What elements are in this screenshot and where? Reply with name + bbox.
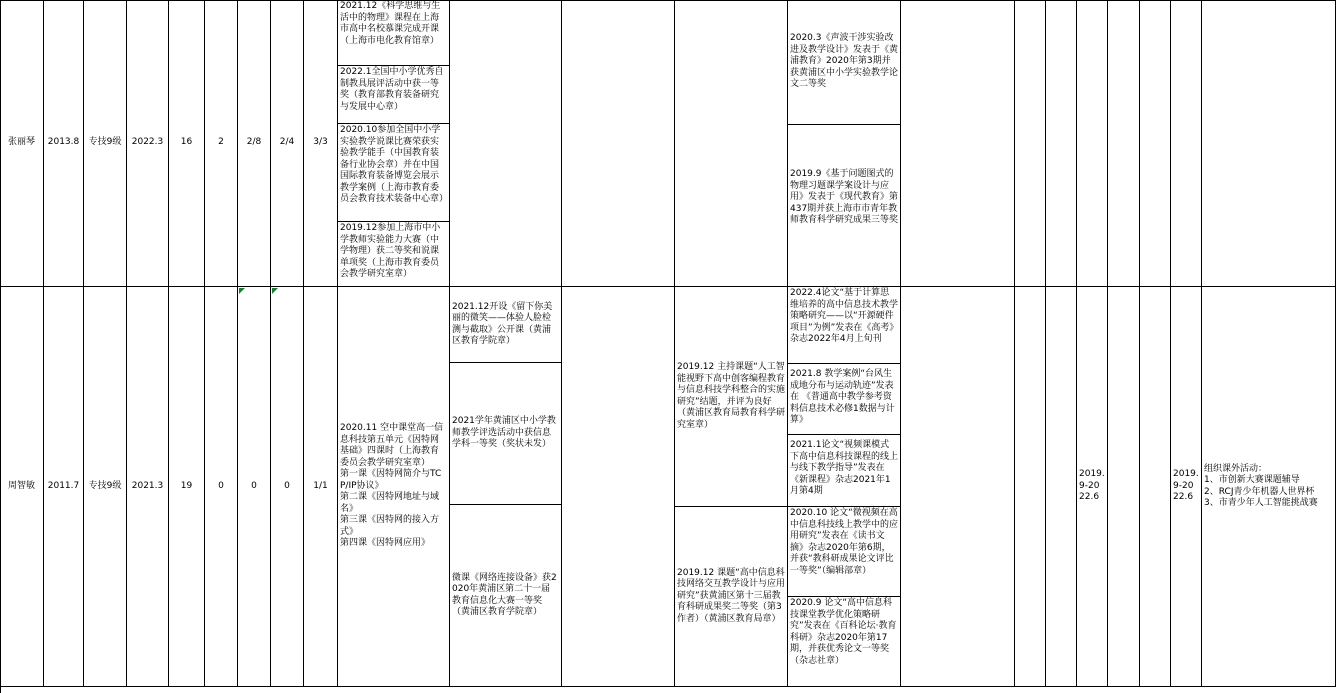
period-text: 2019.9-2022.6 xyxy=(1079,469,1105,503)
cell-empty[interactable] xyxy=(1077,0,1108,287)
cell-title[interactable]: 专技9级 xyxy=(84,0,127,287)
cell-achievement[interactable] xyxy=(338,222,450,287)
achievement-text: 2019.12参加上海市中小学教师实验能力大赛（中学物理）获二等奖和说课单项奖（上海市教育委员会教学研究室章） xyxy=(340,223,441,279)
cell-empty[interactable] xyxy=(562,287,675,687)
paper-text: 2022.4论文“基于计算思维培养的高中信息技术教学策略研究——以“开源硬件项目”为例”发表在《高考》杂志2022年4月上旬刊 xyxy=(790,288,899,344)
cell-paper[interactable] xyxy=(788,125,901,287)
achievement-text: 2021.12《科学思维与生活中的物理》课程在上海市高中名校慕课完成开课（上海市电化教育馆章） xyxy=(340,1,441,46)
cell-n3[interactable]: 0 xyxy=(238,287,271,687)
cell-paper[interactable] xyxy=(788,364,901,435)
open-class-text: 微课《网络连接设备》获2020年黄浦区第二十一届教育信息化大赛一等奖（黄浦区教育学院章） xyxy=(452,572,557,617)
cell-hire-date[interactable]: 2011.7 xyxy=(44,287,84,687)
cell-title[interactable]: 专技9级 xyxy=(84,287,127,687)
cell-n4[interactable]: 2/4 xyxy=(271,0,304,287)
paper-text: 2020.3《声波干涉实验改进及教学设计》发表于《黄浦教育》2020年第3期并获黄浦区中小学实验教学论文二等奖 xyxy=(790,33,899,89)
paper-text: 2020.10 论文“微视频在高中信息科技线上教学中的应用研究”发表在《读书文摘》杂志2020年第6期，并获“教科研成果论文评比一等奖”（编辑部章） xyxy=(790,508,899,576)
cell-name[interactable]: 周智敏 xyxy=(0,287,44,687)
course-text: 2020.11 空中课堂高一信息科技第五单元《因特网基础》四课时（上海教育委员会教学研究室章） 第一课《因特网简介与TCP/IP协议》 第二课《因特网地址与域名》 第三课《因特网的接入方式》 第四课《因特网应用》 xyxy=(340,423,444,549)
project-text: 2019.12 主持课题“人工智能视野下高中创客编程教育与信息科技学科整合的实施研究”结题，并评为良好（黄浦区教育局教育科学研究室章） xyxy=(677,362,786,430)
cell-activities[interactable] xyxy=(1202,287,1336,687)
activities-text: 组织课外活动： 1、市创新大赛课题辅导 2、RCJ青少年机器人世界杯 3、市青少年人工智能挑战赛 xyxy=(1204,463,1318,508)
cell-appoint-date[interactable]: 2021.3 xyxy=(127,287,169,687)
cell-empty[interactable] xyxy=(1171,0,1202,287)
cell-n4[interactable]: 0 xyxy=(271,287,304,687)
cell-project[interactable] xyxy=(675,507,788,687)
cell-paper[interactable] xyxy=(788,287,901,364)
cell-open-class[interactable] xyxy=(450,505,562,687)
cell-empty[interactable] xyxy=(1015,287,1046,687)
cell-n2[interactable]: 0 xyxy=(205,287,238,687)
comment-marker-icon xyxy=(272,288,278,294)
cell-paper[interactable] xyxy=(788,507,901,597)
cell-empty[interactable] xyxy=(1140,287,1171,687)
cell-empty[interactable] xyxy=(1015,0,1046,287)
cell-empty[interactable] xyxy=(901,0,1015,287)
cell-project[interactable] xyxy=(675,287,788,507)
cell-open-class[interactable] xyxy=(450,363,562,505)
cell-n5[interactable]: 1/1 xyxy=(304,287,338,687)
cell-n3[interactable]: 2/8 xyxy=(238,0,271,287)
project-text: 2019.12 课题“高中信息科技网络交互教学设计与应用研究”获黄浦区第十三届教育科研成果奖二等奖（第3作者）（黄浦区教育局章） xyxy=(677,567,786,624)
cell-period[interactable] xyxy=(1077,287,1108,687)
cell-empty[interactable] xyxy=(1046,287,1077,687)
cell-achievement[interactable] xyxy=(338,66,450,124)
period-text: 2019.9-2022.6 xyxy=(1173,469,1199,503)
open-class-text: 2021.12开设《留下你美丽的微笑——体验人脸检测与截取》公开课（黄浦区教育学院章） xyxy=(452,301,553,346)
cell-n5[interactable]: 3/3 xyxy=(304,0,338,287)
cell-empty[interactable] xyxy=(1108,0,1140,287)
cell-hire-date[interactable]: 2013.8 xyxy=(44,0,84,287)
paper-text: 2021.8 教学案例“台风生成地分布与运动轨迹”发表在 《普通高中教学参考资料信息技术必修1数据与计算》 xyxy=(790,369,895,425)
cell-course[interactable] xyxy=(338,287,450,687)
paper-text: 2021.1论文“视频课模式下高中信息科技课程的线上与线下教学指导”发表在《新课程》杂志2021年1月第4期 xyxy=(790,440,899,496)
cell-empty[interactable] xyxy=(675,0,788,287)
cell-paper[interactable] xyxy=(788,0,901,125)
cell-achievement[interactable] xyxy=(338,124,450,222)
cell-n1[interactable]: 19 xyxy=(169,287,205,687)
cell-appoint-date[interactable]: 2022.3 xyxy=(127,0,169,287)
cell-empty[interactable] xyxy=(450,0,562,287)
cell-achievement[interactable] xyxy=(338,0,450,66)
paper-text: 2020.9 论文“高中信息科技课堂教学优化策略研究”发表在《百科论坛·教育科研》杂志2020年第17期，并获优秀论文一等奖（杂志社章） xyxy=(790,598,897,666)
comment-marker-icon xyxy=(239,288,245,294)
cell-empty[interactable] xyxy=(901,287,1015,687)
cell-empty[interactable] xyxy=(1046,0,1077,287)
cell-empty[interactable] xyxy=(1108,287,1140,687)
achievement-text: 2020.10参加全国中小学实验教学说课比赛荣获实验教学能手（中国教育装备行业协会章）并在中国国际教育装备博览会展示教学案例（上海市教育委员会教育技术装备中心章） xyxy=(340,125,449,204)
paper-text: 2019.9《基于问题图式的物理习题课学案设计与应用》发表于《现代教育》第437期并获上海市市青年教师教育科学研究成果三等奖 xyxy=(790,169,899,225)
achievement-text: 2022.1全国中小学优秀自制教具展评活动中获一等奖（教育部教育装备研究与发展中心章） xyxy=(340,67,444,112)
cell-open-class[interactable] xyxy=(450,287,562,363)
cell-paper[interactable] xyxy=(788,435,901,507)
cell-n1[interactable]: 16 xyxy=(169,0,205,287)
cell-empty[interactable] xyxy=(562,0,675,287)
cell-name[interactable]: 张丽琴 xyxy=(0,0,44,287)
cell-empty[interactable] xyxy=(1140,0,1171,287)
cell-empty[interactable] xyxy=(1202,0,1336,287)
open-class-text: 2021学年黄浦区中小学教师教学评选活动中获信息学科一等奖（奖状未发） xyxy=(452,416,556,450)
cell-n2[interactable]: 2 xyxy=(205,0,238,287)
cell-paper[interactable] xyxy=(788,597,901,687)
cell-period[interactable] xyxy=(1171,287,1202,687)
